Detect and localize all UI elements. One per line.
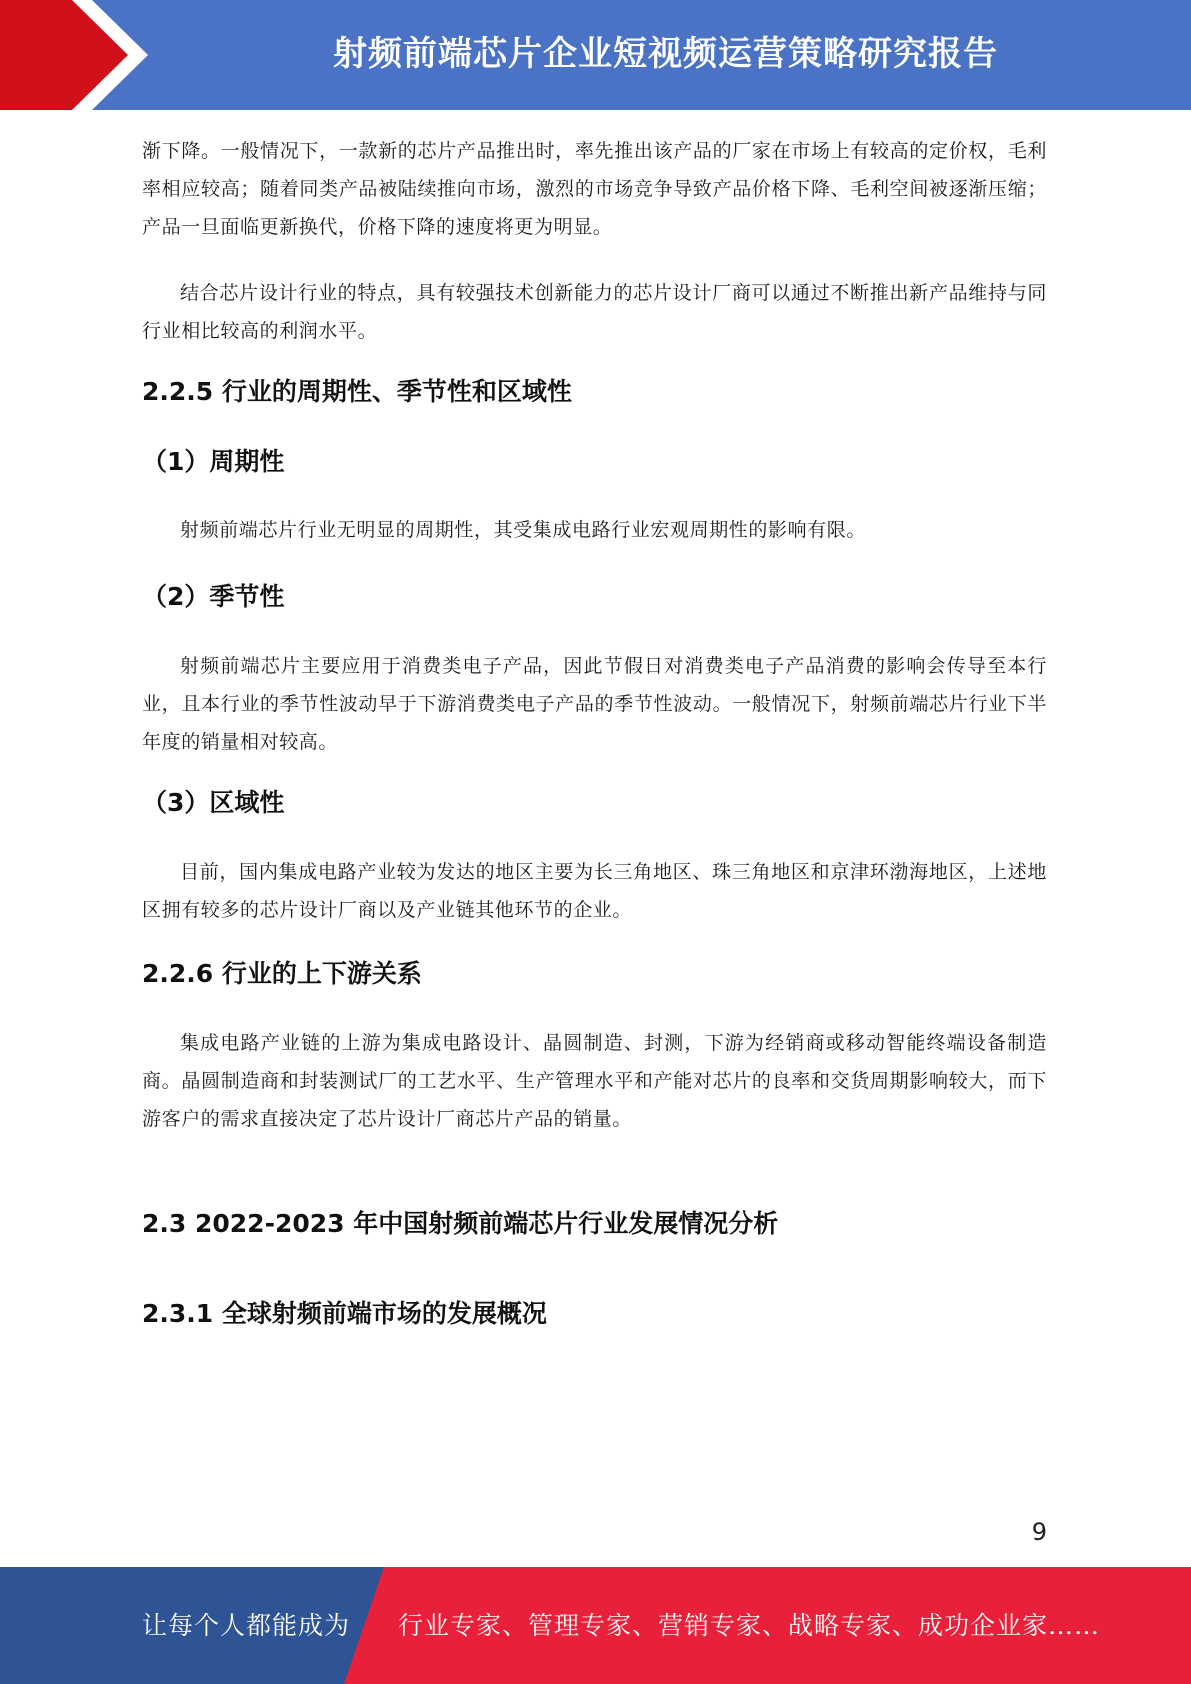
page-number: 9: [1031, 1518, 1047, 1546]
section-heading-2-2-5: 2.2.5 行业的周期性、季节性和区域性: [142, 377, 572, 406]
paragraph-cyclicality: 射频前端芯片行业无明显的周期性，其受集成电路行业宏观周期性的影响有限。: [180, 519, 867, 541]
section-heading-2-2-6: 2.2.6 行业的上下游关系: [142, 959, 422, 988]
paragraph-regionality: 目前，国内集成电路产业较为发达的地区主要为长三角地区、珠三角地区和京津环渤海地区，上述地区拥有较多的芯片设计厂商以及产业链其他环节的企业。: [142, 861, 1047, 921]
section-heading-2-3-1: 2.3.1 全球射频前端市场的发展概况: [142, 1299, 547, 1328]
page-footer: [0, 1567, 1191, 1684]
header-arrow-decoration: [0, 0, 160, 110]
footer-slogan-right: 行业专家、管理专家、营销专家、战略专家、成功企业家……: [398, 1611, 1101, 1640]
footer-slogan-left: 让每个人都能成为: [142, 1611, 351, 1640]
paragraph-pricing: 渐下降。一般情况下，一款新的芯片产品推出时，率先推出该产品的厂家在市场上有较高的定价权，毛利率相应较高；随着同类产品被陆续推向市场，激烈的市场竞争导致产品价格下降、毛利空间被逐渐压缩；产品一旦面临更新换代，价格下降的速度将更为明显。: [142, 140, 1047, 238]
paragraph-seasonality: 射频前端芯片主要应用于消费类电子产品，因此节假日对消费类电子产品消费的影响会传导至本行业，且本行业的季节性波动早于下游消费类电子产品的季节性波动。一般情况下，射频前端芯片行业下半年度的销量相对较高。: [142, 655, 1047, 753]
subheading-seasonality: （2）季节性: [142, 582, 285, 611]
document-body: [142, 132, 1047, 1334]
subheading-cyclicality: （1）周期性: [142, 447, 285, 476]
section-heading-2-3: 2.3 2022-2023 年中国射频前端芯片行业发展情况分析: [142, 1209, 779, 1238]
subheading-regionality: （3）区域性: [142, 788, 285, 817]
page-header: [0, 0, 1191, 110]
report-title: 射频前端芯片企业短视频运营策略研究报告: [333, 34, 998, 74]
paragraph-innovation: 结合芯片设计行业的特点，具有较强技术创新能力的芯片设计厂商可以通过不断推出新产品维持与同行业相比较高的利润水平。: [142, 282, 1047, 342]
paragraph-supply-chain: 集成电路产业链的上游为集成电路设计、晶圆制造、封测，下游为经销商或移动智能终端设备制造商。晶圆制造商和封装测试厂的工艺水平、生产管理水平和产能对芯片的良率和交货周期影响较大，而下游客户的需求直接决定了芯片设计厂商芯片产品的销量。: [142, 1032, 1047, 1130]
